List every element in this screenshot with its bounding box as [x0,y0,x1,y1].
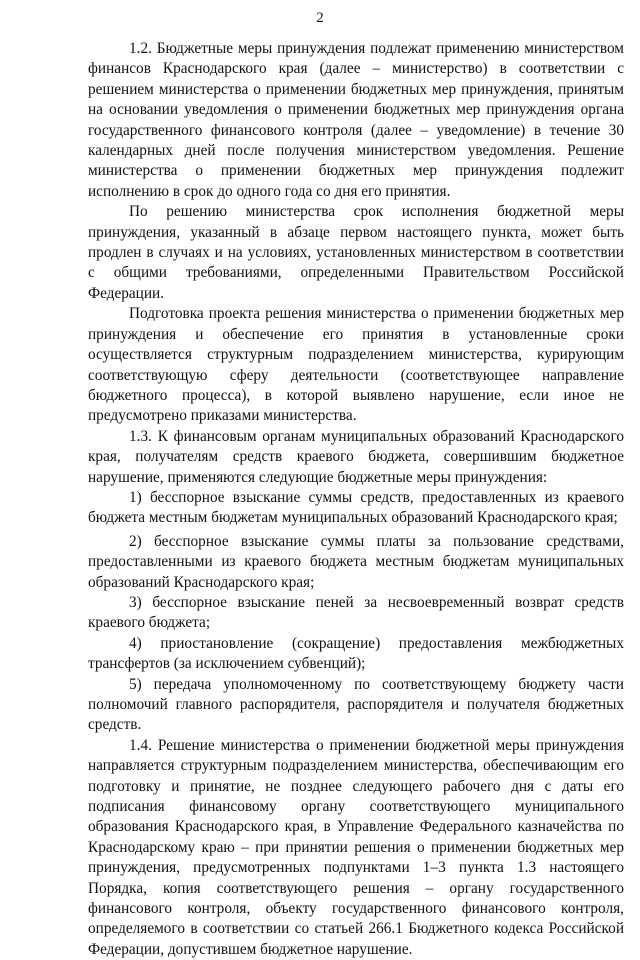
list-item-2: 2) бесспорное взыскание суммы платы за пользование средствами, предоставленными из краевого бюджета местным бюджетам муниципальных образований Краснодарского края; [88,532,624,591]
list-item-5: 5) передача уполномоченному по соответствующему бюджету части полномочий главного распорядителя, распорядителя и получателя бюджетных средств. [88,675,624,734]
paragraph-1-2: 1.2. Бюджетные меры принуждения подлежат применению министерством финансов Краснодарского края (далее – министерство) в соответствии с решением министерства о применении бюджетных мер принуждения, принятым на основании уведомления о применении бюджетных мер принуждения органа государственного финансового контроля (далее – уведомление) в течение 30 календарных дней после получения министерством уведомления. Решение министерства о применении бюджетных мер принуждения подлежит исполнению в срок до одного года со дня его принятия. [88,40,624,200]
list-item-3: 3) бесспорное взыскание пеней за несвоевременный возврат средств краевого бюджета; [88,593,624,632]
list-item-4: 4) приостановление (сокращение) предоставления межбюджетных трансфертов (за исключением субвенций); [88,634,624,673]
document-body [88,39,624,960]
paragraph-1-4: 1.4. Решение министерства о применении бюджетной меры принуждения направляется структурным подразделением министерства, обеспечивающим его подготовку и принятие, не позднее следующего рабочего дня с даты его подписания финансовому органу соответствующего муниципального образования Краснодарского края, в Управление Федерального казначейства по Краснодарскому краю – при принятии решения о применении бюджетных мер принуждения, предусмотренных подпунктами 1–3 пункта 1.3 настоящего Порядка, копия соответствующего решения – органу государственного финансового контроля, объекту государственного финансового контроля, определяемого в соответствии со статьей 266.1 Бюджетного кодекса Российской Федерации, допустившем бюджетное нарушение. [88,736,624,958]
list-item-1: 1) бесспорное взыскание суммы средств, предоставленных из краевого бюджета местным бюджетам муниципальных образований Краснодарского края; [88,488,624,527]
paragraph-extension: По решению министерства срок исполнения бюджетной меры принуждения, указанный в абзаце первом настоящего пункта, может быть продлен в случаях и на условиях, установленных министерством в соответствии с общими требованиями, определенными Правительством Российской Федерации. [88,203,624,302]
page-number: 2 [316,10,324,26]
paragraph-preparation: Подготовка проекта решения министерства о применении бюджетных мер принуждения и обеспечение его принятия в установленные сроки осуществляется структурным подразделением министерства, курирующим соответствующую сферу деятельности (соответствующее направление бюджетного процесса), в которой выявлено нарушение, если иное не предусмотрено приказами министерства. [88,305,624,425]
paragraph-1-3: 1.3. К финансовым органам муниципальных образований Краснодарского края, получателям средств краевого бюджета, совершившим бюджетное нарушение, применяются следующие бюджетные меры принуждения: [88,427,624,486]
